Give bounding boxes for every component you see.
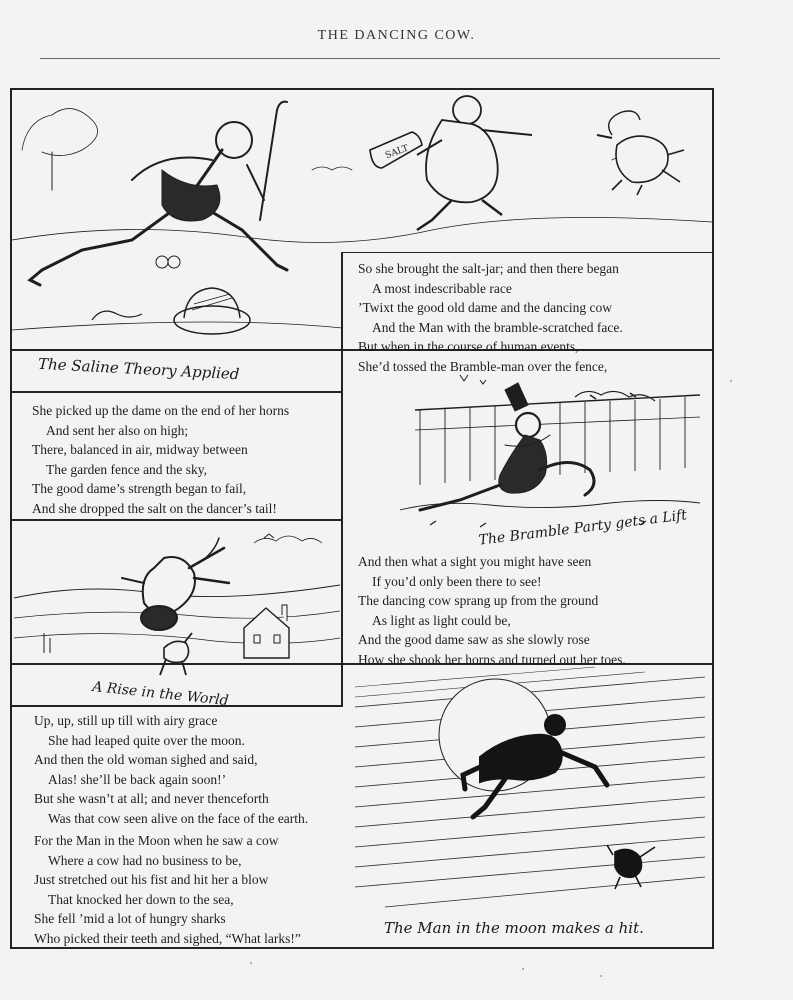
verse-line: If you’d only been there to see! (372, 573, 542, 589)
stanza-dame-tossed (32, 401, 289, 519)
paper-speck (600, 975, 602, 977)
caption-man-in-moon: The Man in the moon makes a hit. (384, 919, 644, 937)
dancing-cow (597, 111, 684, 195)
farmhouse (244, 605, 289, 658)
paper-speck (730, 380, 732, 382)
verse-line: There, balanced in air, midway between (32, 442, 248, 458)
salt-jar-label: SALT (384, 143, 411, 162)
caption-saline-theory: The Saline Theory Applied (37, 354, 240, 384)
stanza-over-the-moon (34, 711, 308, 829)
caption-rise-in-world: A Rise in the World (91, 678, 230, 710)
verse-line: She’d tossed the Bramble-man over the fence, (358, 358, 608, 374)
verse-line: But when in the course of human events, (358, 339, 579, 355)
illustration-bramble-lift (400, 375, 710, 545)
stanza-cow-rises (358, 552, 626, 670)
verse-line: She picked up the dame on the end of her horns (32, 403, 290, 418)
small-cow-figure (160, 633, 192, 675)
verse-line: Where a cow had no business to be, (48, 852, 242, 868)
illustration-man-in-moon (345, 667, 711, 912)
verse-line: Up, up, still up till with airy grace (34, 713, 218, 728)
verse-line: And the good dame saw as she slowly rose (358, 632, 590, 648)
caption-bramble-lift: The Bramble Party gets a Lift (477, 507, 688, 549)
fallen-hat (174, 288, 250, 334)
verse-line: But she wasn’t at all; and never thenceforth (34, 791, 269, 807)
verse-line: So she brought the salt-jar; and then there began (358, 261, 619, 276)
verse-line: And then the old woman sighed and said, (34, 752, 258, 768)
paper-speck (522, 968, 524, 970)
verse-line: For the Man in the Moon when he saw a cow (34, 833, 279, 848)
stanza-sharks (34, 831, 301, 949)
page-header: THE DANCING COW. (317, 28, 476, 43)
flying-dame-figure (122, 538, 229, 630)
verse-line: Who picked their teeth and sighed, “What larks!” (34, 930, 301, 946)
verse-line: Was that cow seen alive on the face of the earth. (48, 810, 309, 826)
verse-line: As light as light could be, (372, 612, 511, 628)
verse-line: The good dame’s strength began to fail, (32, 481, 247, 497)
verse-line: The dancing cow sprang up from the ground (358, 593, 599, 609)
verse-line: She had leaped quite over the moon. (48, 732, 245, 748)
verse-line: And then what a sight you might have seen (358, 554, 592, 569)
verse-line: Just stretched out his fist and hit her a blow (34, 872, 269, 888)
verse-line: The garden fence and the sky, (46, 461, 208, 477)
salt-jar (370, 132, 422, 168)
verse-line: A most indescribable race (372, 280, 512, 296)
verse-line: And the Man with the bramble-scratched face. (372, 319, 623, 335)
paper-speck (250, 962, 252, 964)
illustration-saline-theory (12, 90, 712, 348)
illustration-rise-in-world (14, 523, 340, 683)
verse-line: And sent her also on high; (46, 422, 189, 438)
verse-line: She fell ’mid a lot of hungry sharks (34, 911, 226, 927)
verse-line: Alas! she’ll be back again soon!’ (48, 771, 227, 787)
verse-line: ’Twixt the good old dame and the dancing cow (358, 300, 612, 316)
verse-line: And she dropped the salt on the dancer’s tail! (32, 500, 277, 516)
header-rule (40, 58, 720, 59)
dame-figure (417, 96, 532, 230)
verse-line: That knocked her down to the sea, (48, 891, 234, 907)
verse-line: How she shook her horns and turned out her toes. (358, 651, 626, 667)
